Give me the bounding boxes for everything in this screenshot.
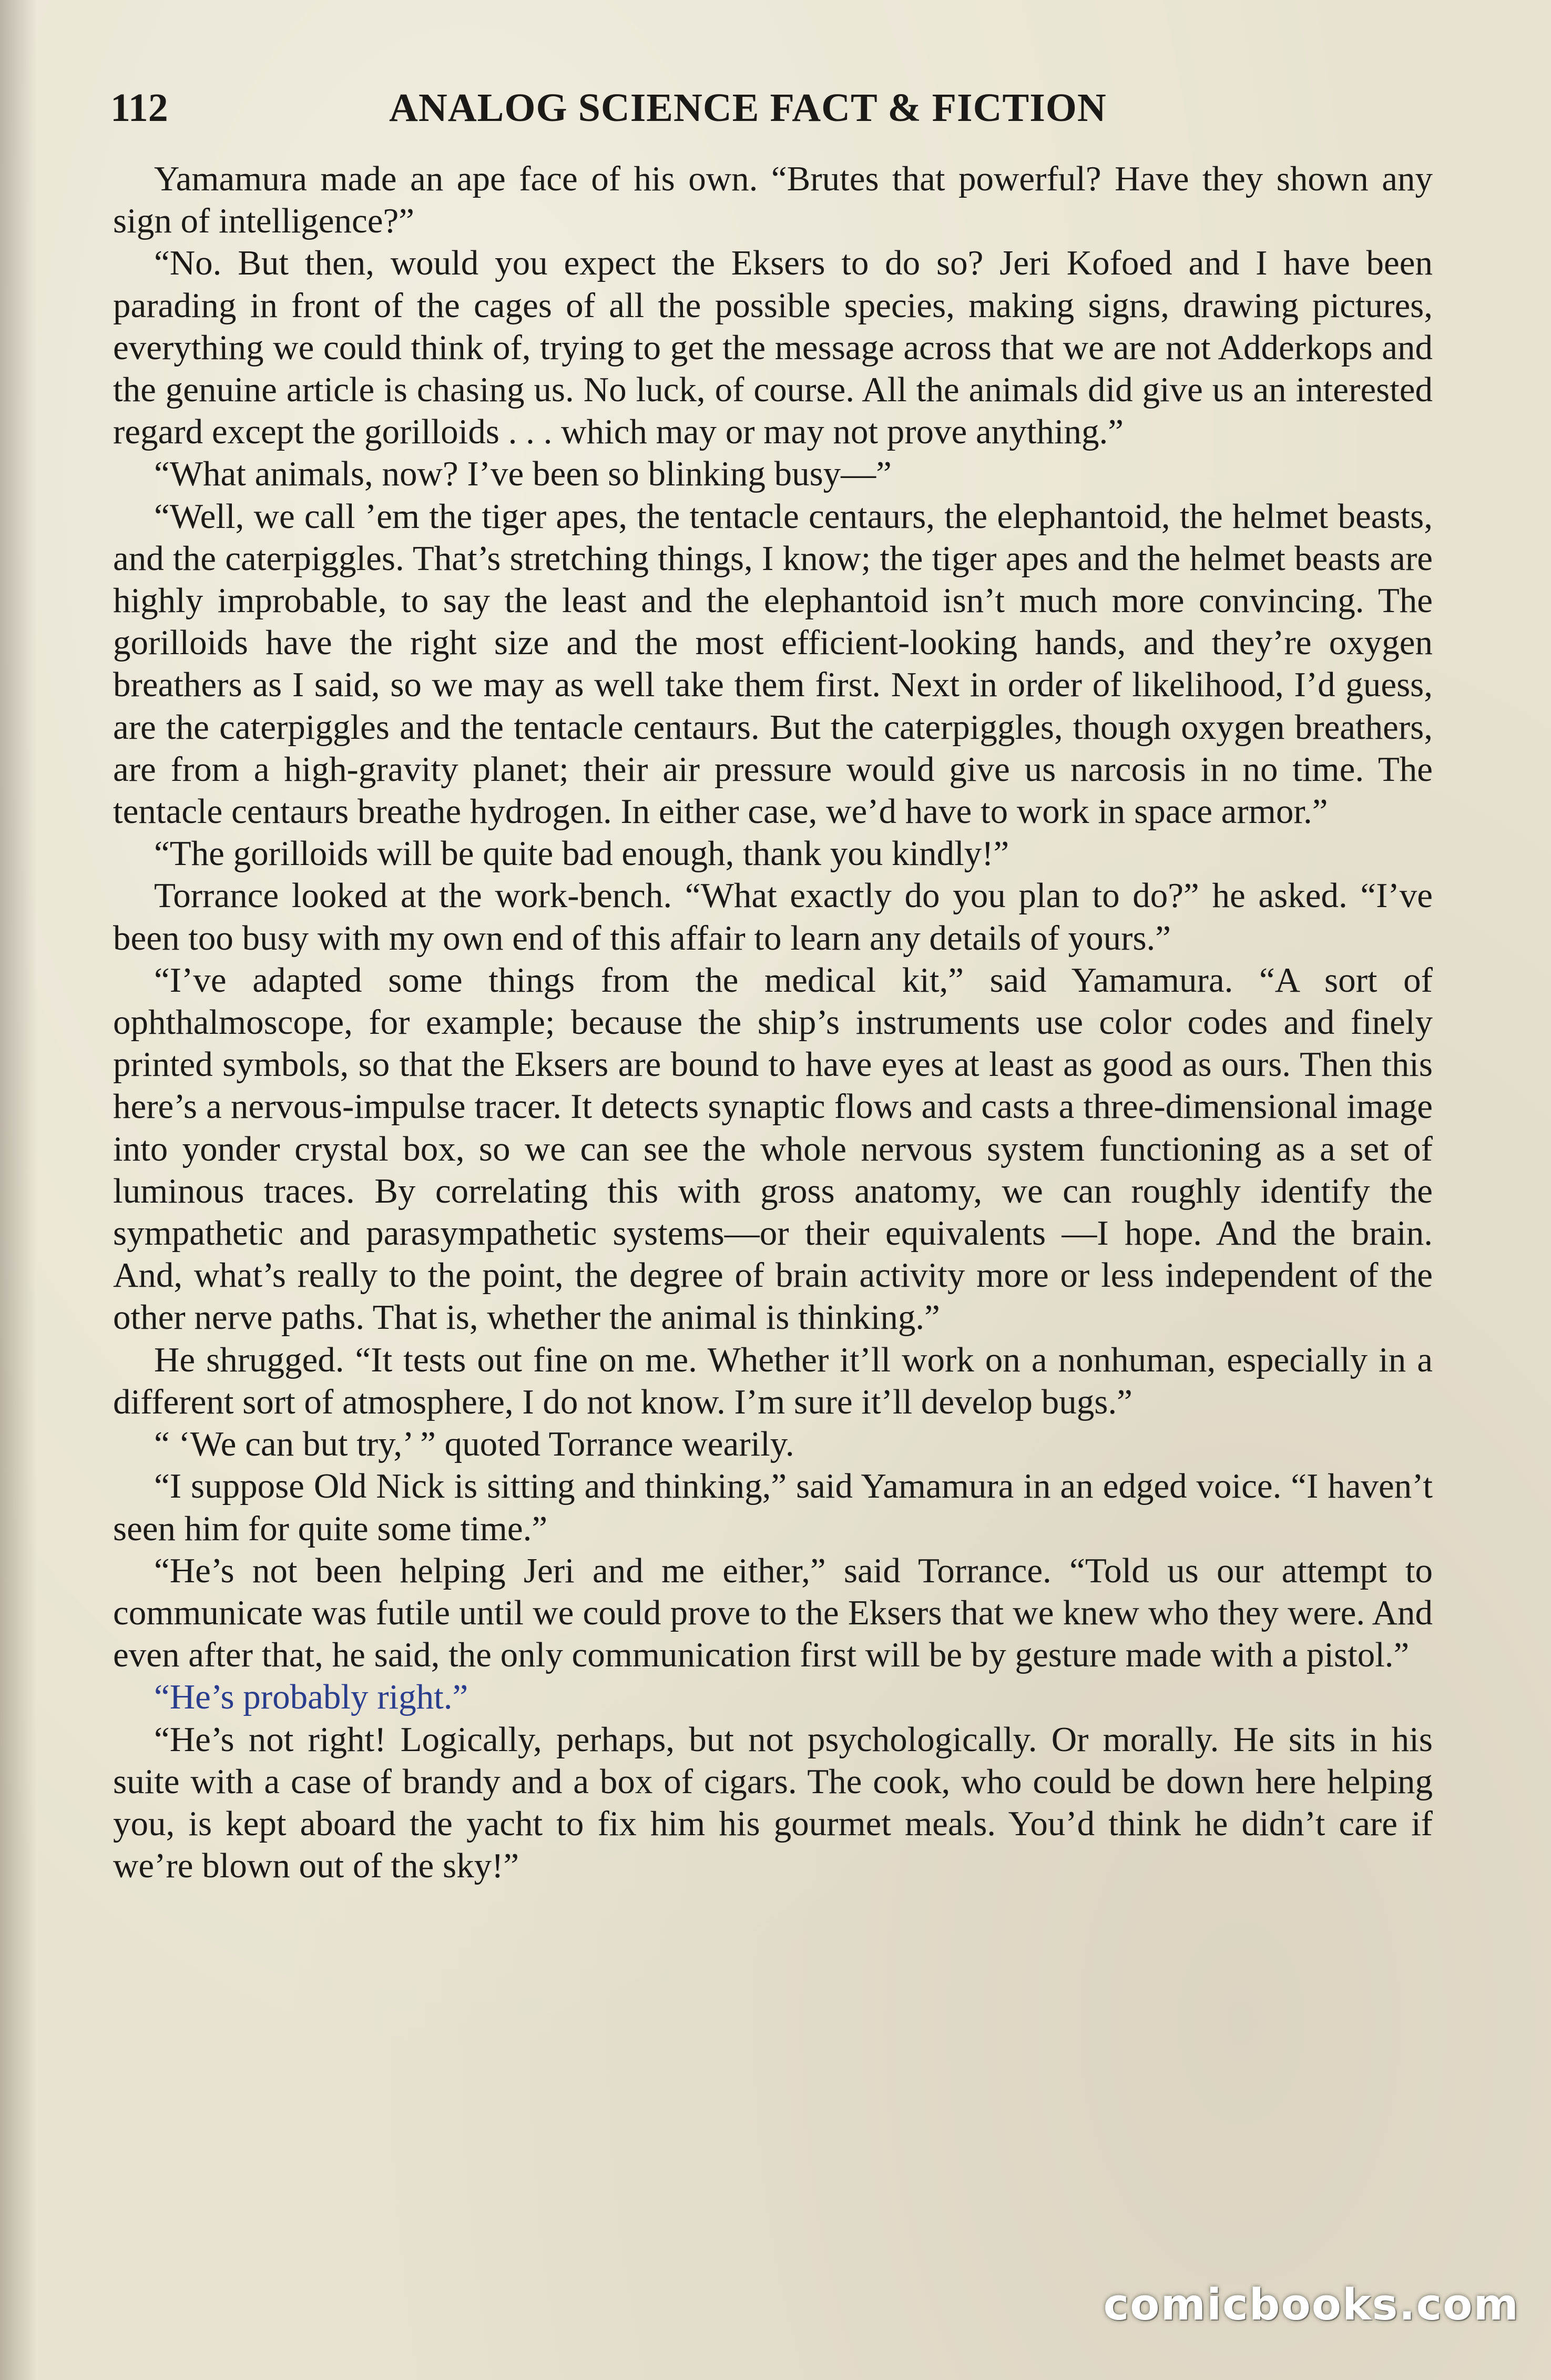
watermark: comicbooks.com [1103,2280,1519,2330]
paragraph: “ ‘We can but try,’ ” quoted Torrance wearily. [154,1425,794,1464]
paragraph: “No. But then, would you expect the Eksers to do so? Jeri Kofoed and I have been parading in front of the cages of all the possible species, making signs, drawing pictures, everything we could think of, trying to get the message across that we are not Adderkops and the genuine article is chasing us. No luck, of course. All the animals did give us an interested regard except the gorilloids . . . which may or may not prove anything.” [113,243,1433,452]
paragraph: “The gorilloids will be quite bad enough, thank you kindly!” [154,834,1009,873]
running-head: ANALOG SCIENCE FACT & FICTION [389,86,1107,130]
paragraph: Yamamura made an ape face of his own. “Brutes that powerful? Have they shown any sign of intelligence?” [113,159,1433,241]
paragraph: “I suppose Old Nick is sitting and thinking,” said Yamamura in an edged voice. “I haven’t seen him for quite some time.” [113,1467,1433,1548]
paragraph: “He’s not been helping Jeri and me either,” said Torrance. “Told us our attempt to communicate was futile until we could prove to the Eksers that we knew who they were. And even after that, he said, the only communication first will be by gesture made with a pistol.” [113,1551,1433,1675]
paragraph: “What animals, now? I’ve been so blinking busy—” [154,454,892,494]
paragraph: “Well, we call ’em the tiger apes, the tentacle centaurs, the elephantoid, the helmet beasts, and the caterpiggles. That’s stretching things, I know; the tiger apes and the helmet beasts are highly improbable, to say the least and the elephantoid isn’t much more convincing. The gorilloids have the right size and the most efficient-looking hands, and they’re oxygen breathers as I said, so we may as well take them first. Next in order of likelihood, I’d guess, are the caterpiggles and the tentacle centaurs. But the caterpiggles, though oxygen breathers, are from a high-gravity planet; their air pressure would give us narcosis in no time. The tentacle centaurs breathe hydrogen. In either case, we’d have to work in space armor.” [113,496,1433,831]
paragraph: He shrugged. “It tests out fine on me. Whether it’ll work on a nonhuman, especially in a different sort of atmosphere, I do not know. I’m sure it’ll develop bugs.” [113,1340,1433,1421]
paragraph: “He’s not right! Logically, perhaps, but not psychologically. Or morally. He sits in his suite with a case of brandy and a box of cigars. The cook, who could be down here helping you, is kept aboard the yacht to fix him his gourmet meals. You’d think he didn’t care if we’re blown out of the sky!” [113,1720,1433,1886]
paragraph: “He’s probably right.” [154,1677,468,1717]
body-text [113,158,1433,1887]
page-header [110,79,1435,137]
spine-shadow [0,0,37,2380]
page-number: 112 [110,86,168,130]
paragraph: “I’ve adapted some things from the medical kit,” said Yamamura. “A sort of ophthalmoscope, for example; because the ship’s instruments use color codes and finely printed symbols, so that the Eksers are bound to have eyes at least as good as ours. Then this here’s a nervous-impulse tracer. It detects synaptic flows and casts a three-dimensional image into yonder crystal box, so we can see the whole nervous system functioning as a set of luminous traces. By correlating this with gross anatomy, we can roughly identify the sympathetic and parasympathetic systems—or their equivalents —I hope. And the brain. And, what’s really to the point, the degree of brain activity more or less independent of the other nerve paths. That is, whether the animal is thinking.” [113,960,1433,1337]
paragraph: Torrance looked at the work-bench. “What exactly do you plan to do?” he asked. “I’ve been too busy with my own end of this affair to learn any details of yours.” [113,876,1433,958]
